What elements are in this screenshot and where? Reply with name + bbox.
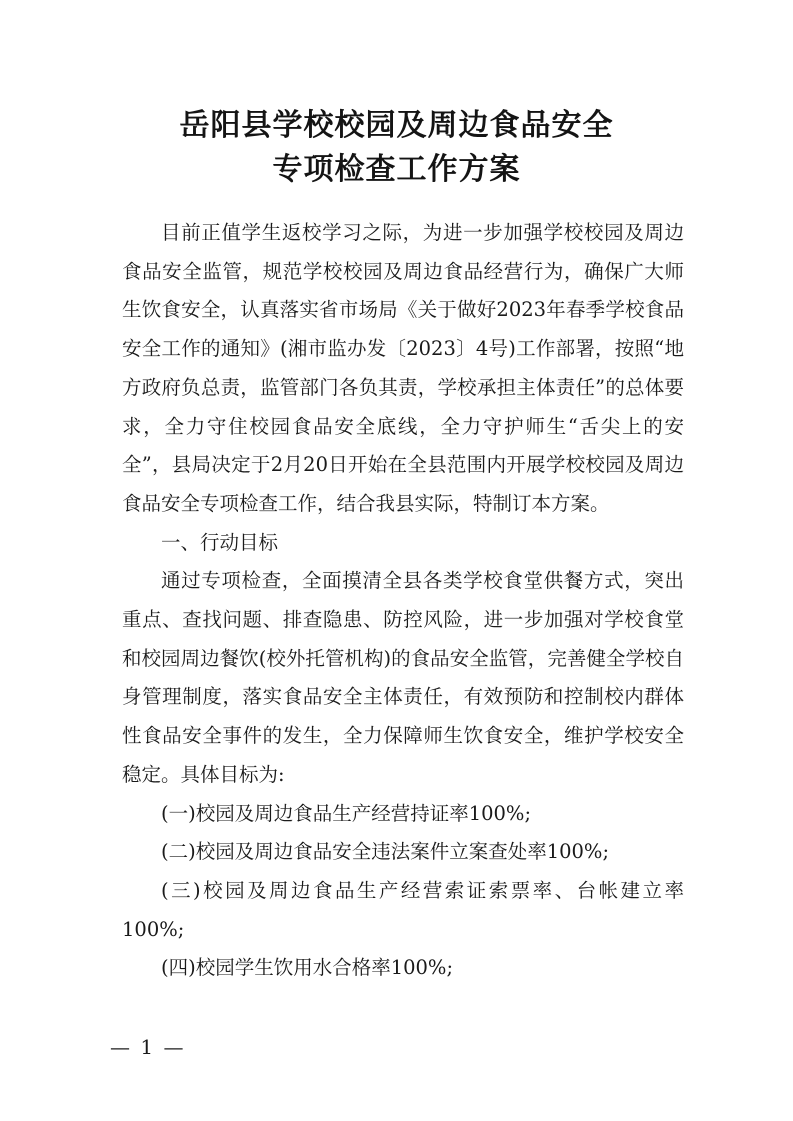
document-title-line1: 岳阳县学校校园及周边食品安全: [179, 108, 614, 143]
page-number: — 1 —: [110, 1035, 186, 1059]
section-heading-goals: 一、行动目标: [161, 530, 279, 554]
goal-item-2: (二)校园及周边食品安全违法案件立案查处率100%;: [161, 840, 610, 864]
document-title-line2: 专项检查工作方案: [272, 152, 521, 187]
intro-paragraph: 目前正值学生返校学习之际，为进一步加强学校校园及周边食品安全监管，规范学校校园及周边食品经营行为，确保广大师生饮食安全，认真落实省市场局《关于做好2023年春季学校食品安全工作的通知》(湘市监办发〔2023〕4号)工作部署，按照“地方政府负总责，监管部门各负其责，学校承担主体责任”的总体要求，全力守住校园食品安全底线，全力守护师生“舌尖上的安全”，县局决定于2月20日开始在全县范围内开展学校校园及周边食品安全专项检查工作，结合我县实际，特制订本方案。: [122, 221, 684, 515]
goals-paragraph: 通过专项检查，全面摸清全县各类学校食堂供餐方式，突出重点、查找问题、排查隐患、防控风险，进一步加强对学校食堂和校园周边餐饮(校外托管机构)的食品安全监管，完善健全学校自身管理制度，落实食品安全主体责任，有效预防和控制校内群体性食品安全事件的发生，全力保障师生饮食安全，维护学校安全稳定。具体目标为:: [122, 569, 684, 786]
document-body: [122, 214, 684, 988]
goal-item-1: (一)校园及周边食品生产经营持证率100%;: [161, 801, 532, 825]
goal-item-4: (四)校园学生饮用水合格率100%;: [161, 956, 454, 980]
goal-item-3: (三)校园及周边食品生产经营索证索票率、台帐建立率100%;: [122, 878, 684, 941]
